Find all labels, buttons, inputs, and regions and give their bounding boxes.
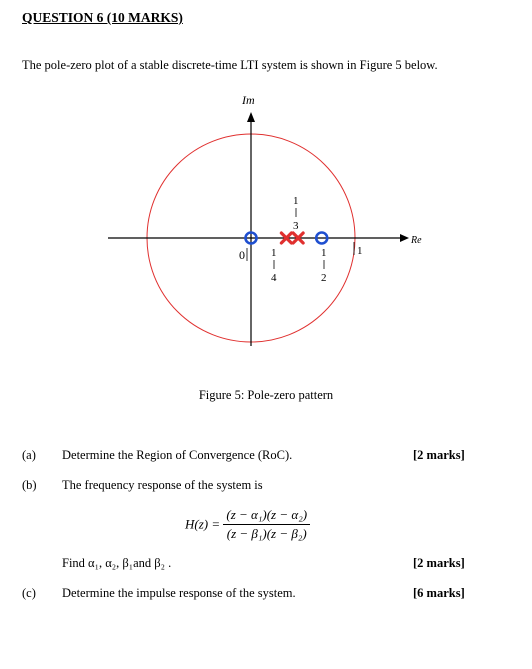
quarter-num: 1 — [271, 247, 277, 259]
question-intro: The pole-zero plot of a stable discrete-time LTI system is shown in Figure 5 below. — [22, 58, 438, 72]
part-c-letter: (c) — [22, 586, 36, 600]
half-den: 2 — [321, 272, 327, 284]
transfer-function-lhs: H(z) = — [185, 516, 221, 532]
half-num: 1 — [321, 247, 327, 259]
origin-label: 0 — [239, 248, 245, 262]
transfer-function-numerator: (z − α₁)(z − α₂) — [223, 507, 310, 525]
part-a-letter: (a) — [22, 448, 36, 462]
part-b-find-text: Find α₁, α₂, β₁and β₂ . — [62, 556, 172, 570]
pole-zero-plot — [98, 88, 438, 388]
real-axis-arrow-icon — [400, 234, 409, 242]
pole-zero-markers — [246, 233, 328, 244]
im-label: Im — [242, 93, 255, 107]
re-label: Re — [411, 235, 422, 246]
part-c-marks: [6 marks] — [413, 586, 465, 600]
part-c-text: Determine the impulse response of the system. — [62, 586, 296, 600]
quarter-den: 4 — [271, 272, 277, 284]
part-a-text: Determine the Region of Convergence (RoC). — [62, 448, 293, 462]
part-a-marks: [2 marks] — [413, 448, 465, 462]
unit-label: 1 — [357, 245, 363, 257]
imag-axis-arrow-icon — [247, 112, 255, 122]
transfer-function-fraction — [223, 507, 310, 542]
third-num: 1 — [293, 195, 299, 207]
figure-caption: Figure 5: Pole-zero pattern — [198, 388, 334, 402]
transfer-function — [185, 507, 310, 542]
question-title: QUESTION 6 (10 MARKS) — [22, 10, 183, 25]
part-b-letter: (b) — [22, 478, 37, 492]
part-b-text: The frequency response of the system is — [62, 478, 263, 492]
transfer-function-denominator: (z − β₁)(z − β₂) — [226, 526, 307, 541]
part-b-marks: [2 marks] — [413, 556, 465, 570]
third-den: 3 — [293, 220, 299, 232]
